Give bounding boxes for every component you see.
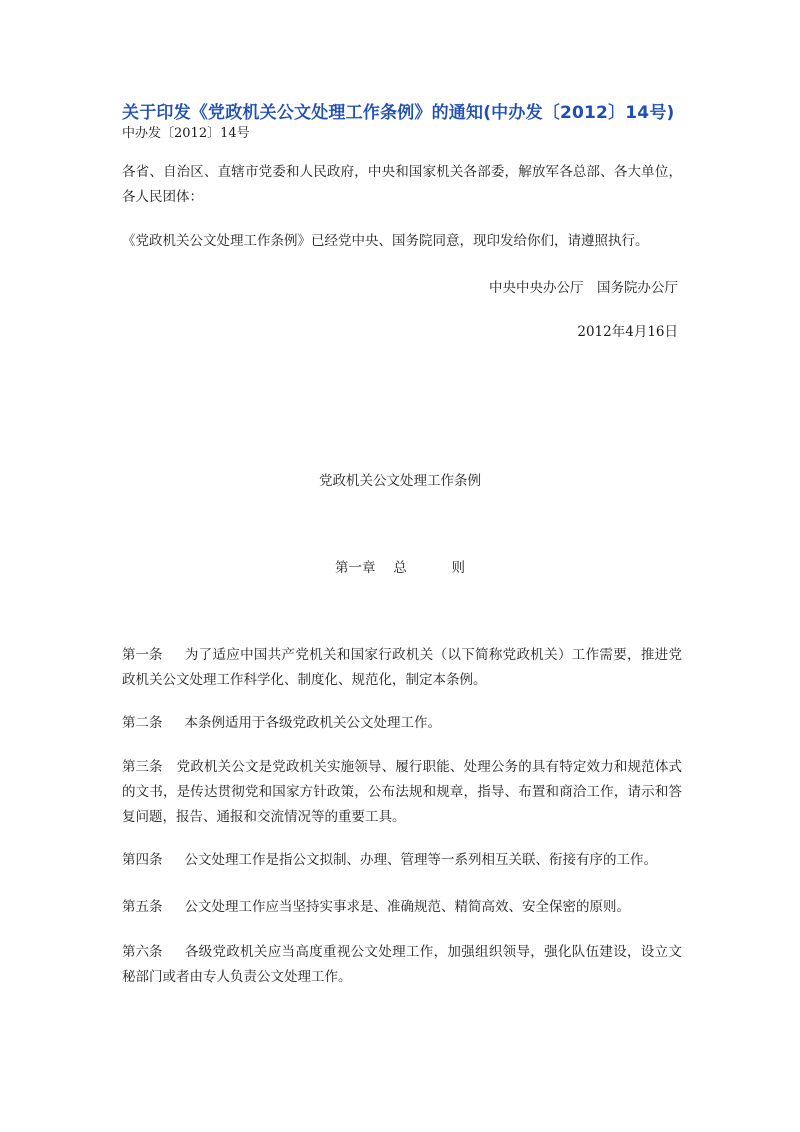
article-label: 第三条 (122, 759, 163, 775)
article-text: 党政机关公文是党政机关实施领导、履行职能、处理公务的具有特定效力和规范体式的文书，是传达贯彻党和国家方针政策，公布法规和规章，指导、布置和商洽工作，请示和答复问题，报告、通报和交流情况等的重要工具。 (122, 759, 682, 825)
article-label: 第四条 (122, 852, 163, 868)
article-1 (122, 643, 682, 693)
document-number: 中办发〔2012〕14号 (122, 126, 250, 141)
article-text: 本条例适用于各级党政机关公文处理工作。 (184, 715, 441, 731)
article-text: 公文处理工作应当坚持实事求是、准确规范、精简高效、安全保密的原则。 (184, 899, 630, 915)
notice-date: 2012年4月16日 (577, 324, 678, 340)
article-2 (122, 711, 682, 736)
notice-issuer: 中央中央办公厅 国务院办公厅 (489, 280, 678, 296)
article-5 (122, 895, 682, 920)
article-3 (122, 755, 682, 830)
article-text: 各级党政机关应当高度重视公文处理工作，加强组织领导，强化队伍建设，设立文秘部门或者由专人负责公文处理工作。 (122, 944, 682, 985)
article-label: 第五条 (122, 899, 163, 915)
document-title: 关于印发《党政机关公文处理工作条例》的通知(中办发〔2012〕14号) (122, 103, 675, 123)
chapter-heading: 第一章 总 则 (334, 560, 466, 576)
article-text: 公文处理工作是指公文拟制、办理、管理等一系列相互关联、衔接有序的工作。 (184, 852, 657, 868)
article-4 (122, 848, 682, 873)
article-label: 第六条 (122, 944, 163, 960)
article-text: 为了适应中国共产党机关和国家行政机关（以下简称党政机关）工作需要，推进党政机关公文处理工作科学化、制度化、规范化，制定本条例。 (122, 647, 682, 688)
article-label: 第二条 (122, 715, 163, 731)
article-label: 第一条 (122, 647, 163, 663)
regulation-title: 党政机关公文处理工作条例 (319, 473, 481, 489)
notice-addressee: 各省、自治区、直辖市党委和人民政府，中央和国家机关各部委，解放军各总部、各大单位，各人民团体： (122, 164, 682, 205)
article-6 (122, 940, 682, 990)
notice-body: 《党政机关公文处理工作条例》已经党中央、国务院同意，现印发给你们，请遵照执行。 (122, 233, 649, 249)
